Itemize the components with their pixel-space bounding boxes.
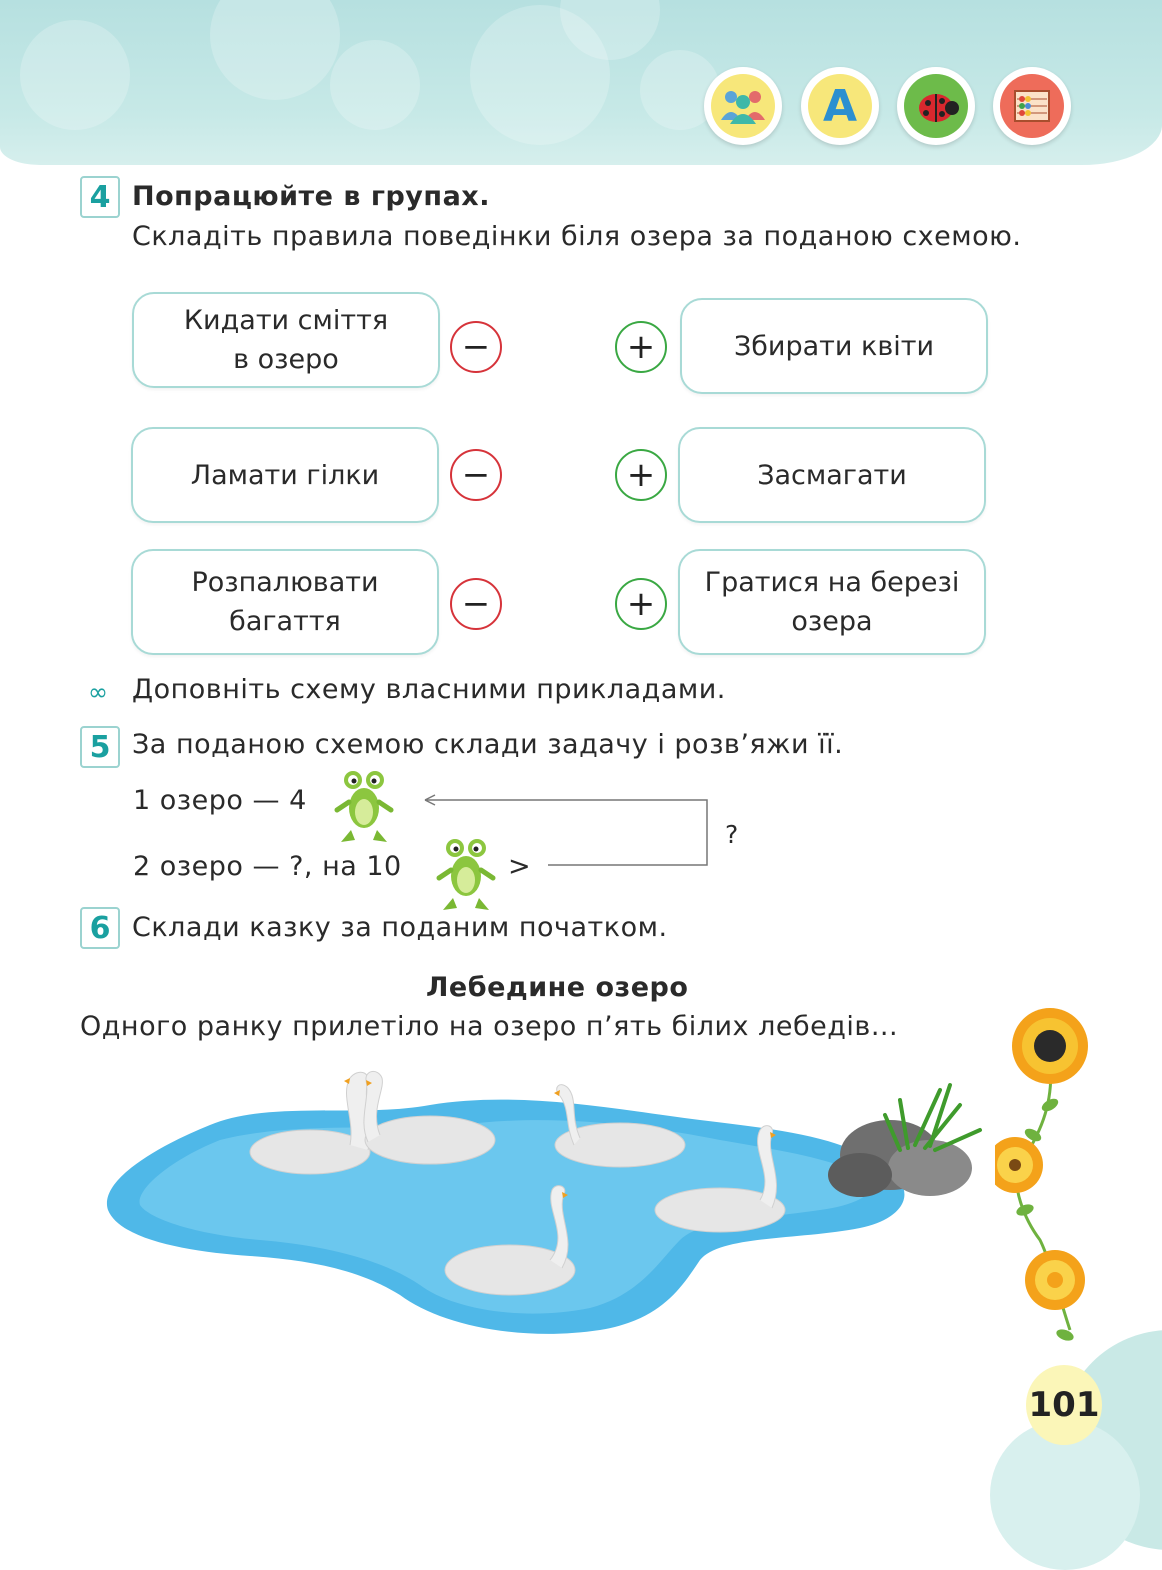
- story-title: Лебедине озеро: [426, 972, 689, 1003]
- task-6-instruction: Склади казку за поданим початком.: [132, 912, 668, 943]
- negative-rule-text: Кидати сміття в озеро: [183, 305, 389, 375]
- page-number: 101: [1026, 1365, 1102, 1445]
- scheme-line-2: 2 озеро — ?, на 10: [133, 851, 402, 882]
- infinity-icon: ∞: [88, 678, 109, 706]
- task-4-title: Попрацюйте в групах.: [132, 181, 490, 212]
- task-5-number: 5: [80, 726, 120, 768]
- sunflower-decoration: [995, 1000, 1115, 1380]
- minus-sign: −: [450, 321, 502, 373]
- ladybug-icon: [897, 67, 975, 145]
- task-4-instruction: Складіть правила поведінки біля озера за поданою схемою.: [132, 221, 1022, 252]
- negative-rule-text: Розпалювати багаття: [191, 567, 379, 637]
- negative-rule-box: [131, 549, 439, 655]
- negative-rule-box: [132, 292, 440, 388]
- task-4-number: 4: [80, 176, 120, 218]
- letter-a-icon: [801, 67, 879, 145]
- abacus-icon: [993, 67, 1071, 145]
- minus-sign: −: [450, 449, 502, 501]
- plus-sign: +: [615, 578, 667, 630]
- swan-lake-illustration: [100, 1060, 1000, 1360]
- positive-rule-box: [678, 549, 986, 655]
- header-band: [0, 0, 1162, 165]
- scheme-line-1: 1 озеро — 4: [133, 785, 307, 816]
- minus-sign: −: [450, 578, 502, 630]
- plus-sign: +: [615, 449, 667, 501]
- task-5-instruction: За поданою схемою склади задачу і розв’яжи її.: [132, 729, 844, 760]
- positive-rule-box: [678, 427, 986, 523]
- plus-sign: +: [615, 321, 667, 373]
- greater-sign: >: [508, 851, 532, 882]
- frog-icon: [333, 768, 395, 846]
- story-start: Одного ранку прилетіло на озеро п’ять білих лебедів...: [80, 1011, 899, 1042]
- positive-rule-text: Збирати квіти: [733, 330, 935, 362]
- task-6-number: 6: [80, 907, 120, 949]
- positive-rule-text: Гратися на березі озера: [704, 567, 960, 637]
- letter-a: A: [822, 80, 858, 132]
- negative-rule-text: Ламати гілки: [190, 459, 380, 491]
- question-mark: ?: [725, 820, 739, 849]
- positive-rule-text: Засмагати: [757, 459, 907, 491]
- group-work-icon: [704, 67, 782, 145]
- positive-rule-box: [680, 298, 988, 394]
- negative-rule-box: [131, 427, 439, 523]
- task-4-extra: Доповніть схему власними прикладами.: [132, 674, 726, 705]
- comparison-bracket: [415, 790, 715, 870]
